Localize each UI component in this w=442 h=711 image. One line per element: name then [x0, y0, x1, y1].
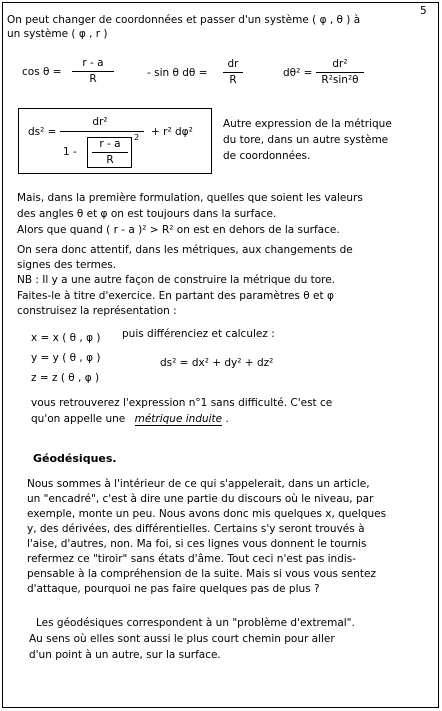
- metric-tail: + r² dφ²: [151, 126, 193, 138]
- param-z: z = z ( θ , φ ): [31, 372, 100, 384]
- dtheta-fraction: [316, 58, 364, 87]
- dtheta-equation-lhs: dθ² =: [283, 67, 313, 79]
- paragraph1-line: Faites-le à titre d'exercice. En partant des paramètres θ et φ: [17, 290, 334, 302]
- paragraph2-line: Nous sommes à l'intérieur de ce qui s'appelerait, dans un article,: [27, 478, 370, 490]
- paragraph3-line: d'un point à un autre, sur la surface.: [29, 649, 221, 661]
- metric-lhs: ds² =: [28, 126, 57, 138]
- paragraph3-line: Au sens où elles sont aussi le plus court chemin pour aller: [29, 633, 335, 645]
- box-caption-line-1: Autre expression de la métrique: [223, 118, 392, 130]
- retrouvez-line-1: vous retrouverez l'expression n°1 sans difficulté. C'est ce: [31, 397, 333, 409]
- paragraph2-line: un "encadré", c'est à dire une partie du discours où le niveau, par: [27, 493, 374, 505]
- page-number: 5: [420, 5, 427, 17]
- retrouvez-line-2: [31, 413, 229, 426]
- metric-inner-numerator: r - a: [99, 138, 121, 150]
- metric-inner-denominator: R: [106, 154, 114, 166]
- metric-one-minus: 1 -: [63, 146, 77, 158]
- sin-denominator: R: [229, 74, 237, 86]
- param-y: y = y ( θ , φ ): [31, 352, 101, 364]
- paragraph1-line: construisez la représentation :: [17, 305, 177, 317]
- cos-numerator: r - a: [82, 57, 104, 69]
- dtheta-numerator: dr²: [332, 58, 348, 70]
- paragraph1-line: Alors que quand ( r - a )² > R² on est en dehors de la surface.: [17, 224, 340, 236]
- intro-line-2: un système ( φ , r ): [7, 28, 108, 40]
- paragraph2-line: exemple, monte un peu. Nous avons donc mis quelques x, quelques: [27, 508, 387, 520]
- cos-fraction: [72, 57, 114, 86]
- dtheta-denominator: R²sin²θ: [321, 74, 359, 86]
- paragraph3-line: Les géodésiques correspondent à un "problème d'extremal".: [36, 617, 355, 629]
- param-instruction: puis différenciez et calculez :: [122, 328, 275, 340]
- paragraph1-line: des angles θ et φ on est toujours dans la surface.: [17, 208, 277, 220]
- cos-equation-lhs: cos θ =: [22, 66, 62, 78]
- sin-fraction: [223, 58, 243, 87]
- metric-fraction-bar: [60, 131, 144, 132]
- retrouvez-prefix: qu'on appelle une: [31, 413, 126, 425]
- paragraph1-line: On sera donc attentif, dans les métriques, aux changements de: [17, 244, 353, 256]
- paragraph1-line: NB : Il y a une autre façon de construire la métrique du tore.: [17, 274, 336, 286]
- param-ds: ds² = dx² + dy² + dz²: [160, 357, 274, 369]
- paragraph2-line: l'aise, d'autres, non. Ma foi, si ces lignes vous donnent le tournis: [27, 538, 367, 550]
- sin-numerator: dr: [227, 58, 239, 70]
- paragraph2-line: d'attaque, pourquoi ne pas faire quelques pas de plus ?: [27, 583, 320, 595]
- cos-denominator: R: [89, 73, 97, 85]
- param-x: x = x ( θ , φ ): [31, 332, 101, 344]
- metric-inner-fraction: [92, 138, 128, 167]
- metric-bracket-exponent: 2: [134, 133, 140, 142]
- intro-line-1: On peut changer de coordonnées et passer d'un système ( φ , θ ) à: [7, 14, 361, 26]
- paragraph2-line: refermez ce "tiroir" sans états d'âme. Tout ceci n'est pas indis-: [27, 553, 357, 565]
- sin-equation-lhs: - sin θ dθ =: [147, 67, 208, 79]
- paragraph2-line: pensable à la compréhension de la suite. Mais si vous vous sentez: [27, 568, 377, 580]
- section-title: Géodésiques.: [33, 452, 117, 465]
- metrique-induite-term: métrique induite: [134, 413, 223, 425]
- metric-numerator: dr²: [92, 116, 108, 128]
- retrouvez-suffix: .: [225, 413, 229, 425]
- box-caption-line-3: de coordonnées.: [223, 150, 311, 162]
- paragraph2-line: y, des dérivées, des différentielles. Certains s'y seront trouvés à: [27, 523, 365, 535]
- box-caption-line-2: du tore, dans un autre système: [223, 134, 389, 146]
- paragraph1-line: Mais, dans la première formulation, quelles que soient les valeurs: [17, 192, 363, 204]
- paragraph1-line: signes des termes.: [17, 259, 117, 271]
